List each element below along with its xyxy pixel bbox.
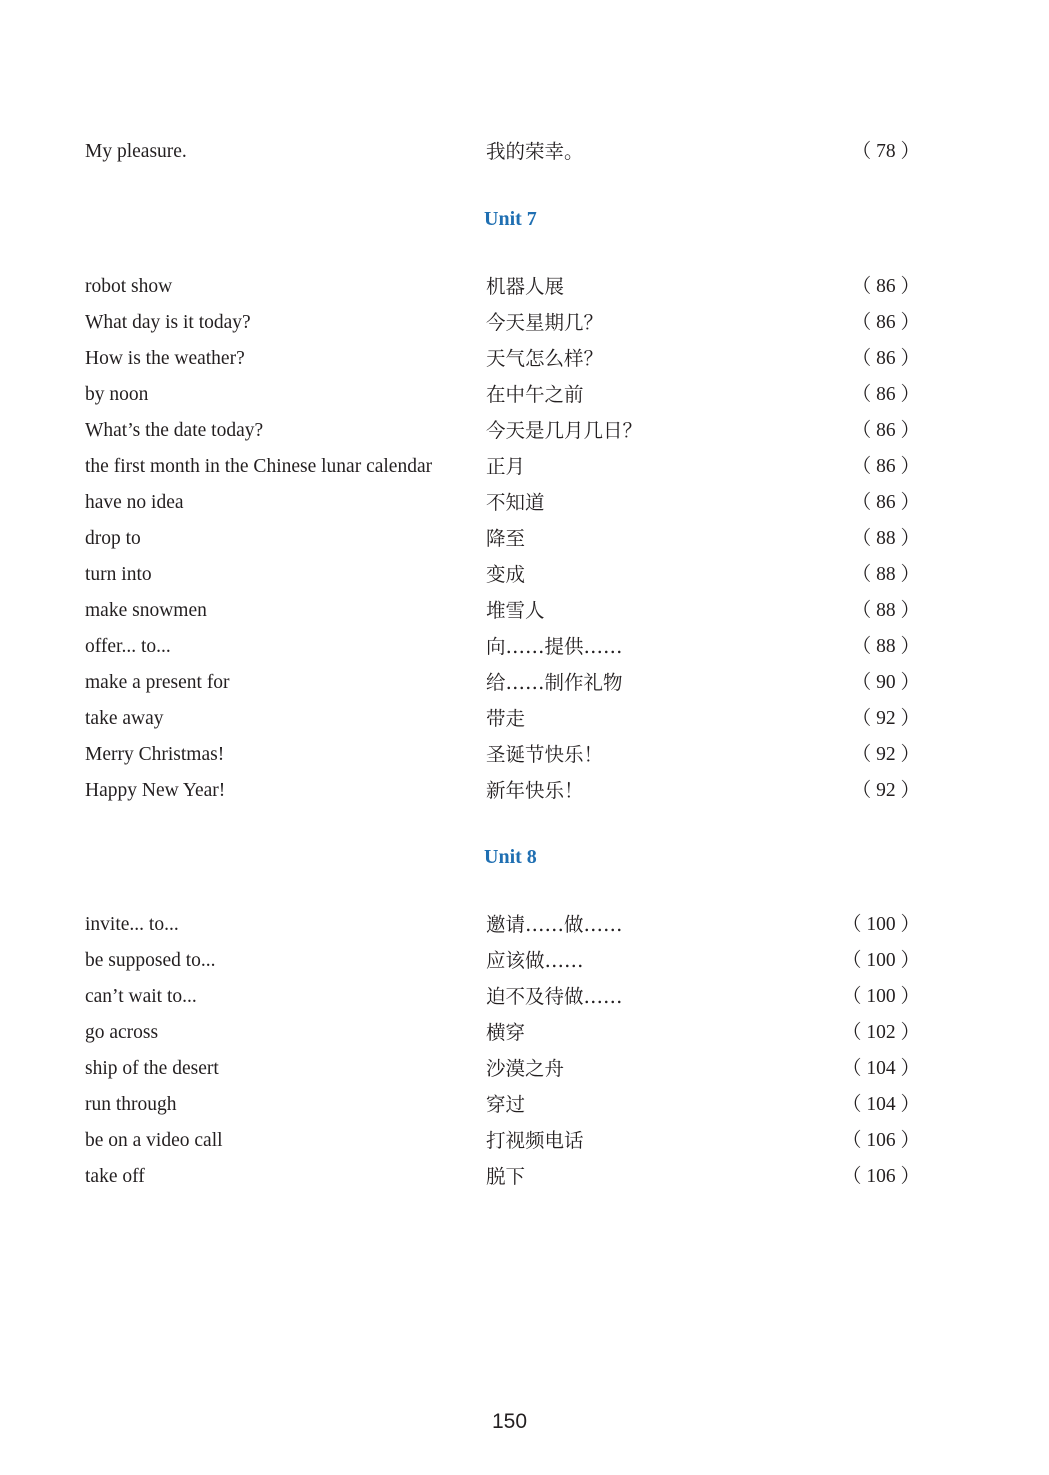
- chinese-translation: 带走: [486, 707, 526, 730]
- chinese-translation: 机器人展: [486, 275, 565, 298]
- english-phrase: make snowmen: [85, 600, 207, 621]
- vocab-row: [0, 377, 1049, 413]
- english-phrase: the first month in the Chinese lunar calendar: [85, 456, 433, 477]
- chinese-translation: 横穿: [486, 1021, 526, 1044]
- page-reference: （ 106 ）: [841, 1166, 920, 1187]
- english-phrase: be on a video call: [85, 1130, 223, 1151]
- chinese-translation: 向……提供……: [486, 635, 623, 658]
- page-reference: （ 86 ）: [851, 456, 920, 477]
- english-phrase: How is the weather?: [85, 348, 245, 369]
- chinese-translation: 降至: [486, 527, 526, 550]
- vocab-row: [0, 907, 1049, 943]
- english-phrase: turn into: [85, 564, 152, 585]
- chinese-translation: 今天星期几？: [486, 311, 604, 334]
- page-number: 150: [491, 1410, 528, 1433]
- english-phrase: invite... to...: [85, 914, 179, 935]
- vocab-row: [0, 1087, 1049, 1123]
- vocab-row: [0, 305, 1049, 341]
- page-reference: （ 92 ）: [851, 744, 920, 765]
- vocab-row: [0, 1123, 1049, 1159]
- english-phrase: What’s the date today?: [85, 420, 264, 441]
- chinese-translation: 新年快乐！: [486, 779, 584, 802]
- vocab-row: [0, 521, 1049, 557]
- english-phrase: offer... to...: [85, 636, 171, 657]
- chinese-translation: 天气怎么样？: [486, 347, 604, 370]
- page-reference: （ 92 ）: [851, 780, 920, 801]
- english-phrase: run through: [85, 1094, 177, 1115]
- page-reference: （ 90 ）: [851, 672, 920, 693]
- page-reference: （ 86 ）: [851, 420, 920, 441]
- vocab-row: [0, 413, 1049, 449]
- vocab-row: [0, 485, 1049, 521]
- chinese-translation: 打视频电话: [486, 1129, 584, 1152]
- vocab-row: [0, 557, 1049, 593]
- vocab-row: [0, 593, 1049, 629]
- vocab-row: [0, 134, 1049, 170]
- english-phrase: have no idea: [85, 492, 184, 513]
- page-reference: （ 86 ）: [851, 276, 920, 297]
- chinese-translation: 迫不及待做……: [486, 985, 623, 1008]
- chinese-translation: 邀请……做……: [486, 913, 623, 936]
- page-reference: （ 100 ）: [841, 914, 920, 935]
- page-reference: （ 88 ）: [851, 636, 920, 657]
- vocab-row: [0, 629, 1049, 665]
- vocab-row: [0, 773, 1049, 809]
- chinese-translation: 圣诞节快乐！: [486, 743, 604, 766]
- page-reference: （ 100 ）: [841, 950, 920, 971]
- vocab-row: [0, 341, 1049, 377]
- page-reference: （ 106 ）: [841, 1130, 920, 1151]
- page-reference: （ 102 ）: [841, 1022, 920, 1043]
- vocab-row: [0, 979, 1049, 1015]
- english-phrase: Merry Christmas!: [85, 744, 225, 765]
- chinese-translation: 应该做……: [486, 949, 584, 972]
- english-phrase: take away: [85, 708, 164, 729]
- english-phrase: go across: [85, 1022, 159, 1043]
- english-phrase: My pleasure.: [85, 141, 187, 162]
- unit-8-heading: Unit 8: [484, 846, 537, 868]
- chinese-translation: 给……制作礼物: [486, 671, 623, 694]
- page-reference: （ 100 ）: [841, 986, 920, 1007]
- vocab-row: [0, 1051, 1049, 1087]
- vocab-row: [0, 269, 1049, 305]
- english-phrase: can’t wait to...: [85, 986, 197, 1007]
- chinese-translation: 我的荣幸。: [486, 140, 584, 163]
- page-reference: （ 92 ）: [851, 708, 920, 729]
- chinese-translation: 穿过: [486, 1093, 526, 1116]
- chinese-translation: 在中午之前: [486, 383, 584, 406]
- english-phrase: Happy New Year!: [85, 780, 226, 801]
- page-reference: （ 104 ）: [841, 1058, 920, 1079]
- page-reference: （ 88 ）: [851, 564, 920, 585]
- english-phrase: take off: [85, 1166, 145, 1187]
- vocab-row: [0, 701, 1049, 737]
- chinese-translation: 今天是几月几日？: [486, 419, 643, 442]
- page-reference: （ 86 ）: [851, 312, 920, 333]
- chinese-translation: 沙漠之舟: [486, 1057, 565, 1080]
- vocab-row: [0, 1015, 1049, 1051]
- chinese-translation: 不知道: [486, 491, 545, 514]
- page-reference: （ 86 ）: [851, 384, 920, 405]
- unit-7-heading: Unit 7: [484, 208, 537, 230]
- chinese-translation: 脱下: [486, 1165, 526, 1188]
- english-phrase: make a present for: [85, 672, 230, 693]
- english-phrase: by noon: [85, 384, 149, 405]
- english-phrase: robot show: [85, 276, 173, 297]
- vocab-row: [0, 449, 1049, 485]
- page-reference: （ 88 ）: [851, 600, 920, 621]
- english-phrase: What day is it today?: [85, 312, 251, 333]
- page-reference: （ 104 ）: [841, 1094, 920, 1115]
- english-phrase: ship of the desert: [85, 1058, 219, 1079]
- english-phrase: be supposed to...: [85, 950, 216, 971]
- page-reference: （ 78 ）: [851, 141, 920, 162]
- page-reference: （ 86 ）: [851, 348, 920, 369]
- vocab-row: [0, 665, 1049, 701]
- chinese-translation: 变成: [486, 563, 526, 586]
- vocab-row: [0, 943, 1049, 979]
- chinese-translation: 堆雪人: [486, 599, 545, 622]
- vocab-row: [0, 737, 1049, 773]
- vocab-row: [0, 1159, 1049, 1195]
- chinese-translation: 正月: [486, 455, 526, 478]
- page-reference: （ 86 ）: [851, 492, 920, 513]
- page-reference: （ 88 ）: [851, 528, 920, 549]
- english-phrase: drop to: [85, 528, 141, 549]
